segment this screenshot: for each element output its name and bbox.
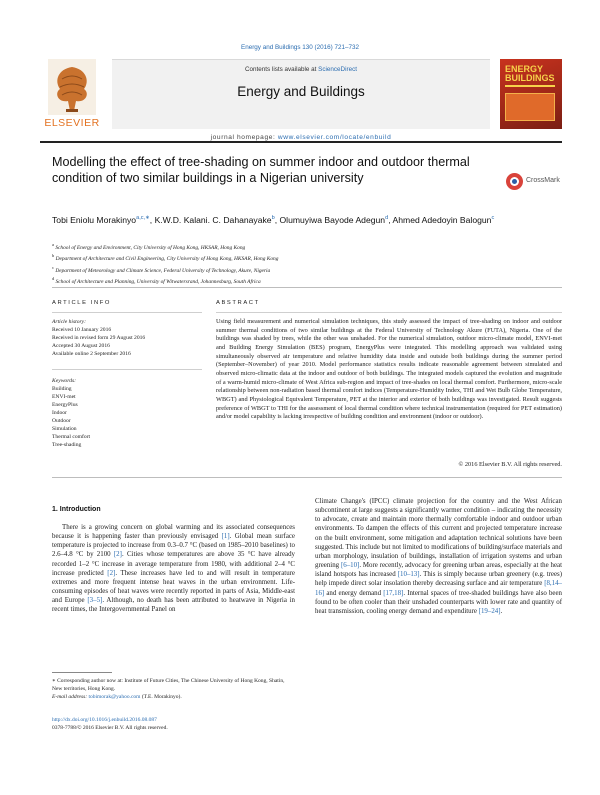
citation-link[interactable]: [19–24]: [478, 607, 501, 615]
corresponding-author-footnote: [52, 677, 295, 701]
affiliation-text: School of Architecture and Planning, University of Witwatersrand, Johannesburg, South Africa: [55, 278, 261, 285]
keywords-rule: [52, 369, 202, 370]
history-item: Received 10 January 2016: [52, 327, 112, 333]
author-name[interactable]: Tobi Eniolu Morakinyo: [52, 214, 137, 225]
affiliation-mark: b: [52, 253, 55, 259]
abstract-text: Using field measurement and numerical simulation techniques, this study assessed the impact of tree-shading on indoor and outdoor summer thermal conditions of two similar buildings at the Federal University of Technology Akure (FUTA), Nigeria. One of the buildings was shaded by trees, while the other was unshaded. For the numerical simulation, outdoor micro-climate model, ENVI-met and Building Energy Simulation (BES) program, EnergyPlus were integrated. This modelling approach was validated using simultaneously observed air temperature and relative humidity data inside and outside both buildings during the summer period (September–November) of year 2010. Model performance statistics results indicate reasonable agreement between simulated and observed micro-climatic data at the indoor and outdoor of both buildings. The integrated models captured the evolution and magnitude of a warm-humid micro-climate of West Africa sub-region and impact of tree-shades on local thermal comfort. Furthermore, micro-scale relationship between non-radiation based thermal comfort indices (Temperature-Humidity Index, THI and Wet Bulb Globe Temperature, WBGT) and Physiological Equivalent Temperature, PET at the interior and exterior of both buildings was investigated. Result suggests preference of WBGT to THI for the assessment of local thermal condition where technical instrumentation (required for PET estimation) and/or model capability is lacking irrespective of building condition and environment (indoor or outdoor).: [216, 318, 562, 421]
elsevier-logo[interactable]: [40, 59, 104, 129]
affiliation-item: [52, 275, 522, 286]
citation-link[interactable]: [8,14–16]: [315, 580, 562, 597]
footnote-rule: [52, 672, 112, 673]
email-link[interactable]: tobimorak@yahoo.com: [88, 694, 141, 700]
body-text-run: . Global mean surface temperature is projected to increase from 0.3–0.7 °C (based on 1985–2010 baselines) to 2.6–4.8 °C by 2100: [52, 533, 295, 559]
cover-divider: [505, 85, 555, 87]
intro-left-runs: [52, 524, 295, 613]
homepage-link[interactable]: www.elsevier.com/locate/enbuild: [277, 134, 392, 141]
article-info-heading: ARTICLE INFO: [52, 300, 112, 306]
elsevier-wordmark: ELSEVIER: [44, 117, 100, 129]
affiliation-text: Department of Architecture and Civil Engineering, City University of Hong Kong, HKSAR, Hong Kong: [55, 256, 279, 263]
body-rule: [52, 477, 562, 478]
intro-paragraph-right: [315, 497, 562, 616]
citation-link[interactable]: [17,18]: [383, 589, 404, 597]
citation-link[interactable]: [1]: [221, 533, 230, 541]
author-marks[interactable]: c: [491, 215, 495, 221]
article-title: Modelling the effect of tree-shading on summer indoor and outdoor thermal condition of two similar buildings in a Nigerian university: [52, 155, 470, 185]
intro-paragraph-left: [52, 523, 295, 615]
author-name[interactable]: Olumuyiwa Bayode Adegun: [279, 214, 386, 225]
affiliation-mark: d: [52, 276, 55, 282]
keyword-item: Building: [52, 386, 72, 392]
keyword-item: ENVI-met: [52, 394, 76, 400]
author-name[interactable]: K.W.D. Kalani. C. Dahanayake: [154, 214, 272, 225]
citation-link[interactable]: [10–13]: [397, 571, 420, 579]
body-column-right: [315, 497, 562, 616]
homepage-prefix: journal homepage:: [210, 134, 278, 141]
affiliation-item: [52, 252, 522, 263]
article-info-rule: [52, 312, 202, 313]
history-label: Article history:: [52, 319, 87, 325]
article-history: [52, 318, 202, 358]
masthead-rule: [40, 141, 562, 143]
keyword-item: Indoor: [52, 410, 67, 416]
keyword-item: Simulation: [52, 426, 77, 432]
journal-reference[interactable]: Energy and Buildings 130 (2016) 721–732: [241, 44, 359, 51]
citation-link[interactable]: [2]: [113, 551, 122, 559]
journal-cover-thumbnail[interactable]: [500, 59, 562, 129]
crossmark-label: CrossMark: [526, 177, 560, 184]
contents-line: [112, 66, 490, 73]
author-marks[interactable]: d: [385, 215, 389, 221]
citation-link[interactable]: [2]: [107, 569, 116, 577]
journal-title: Energy and Buildings: [237, 84, 365, 99]
body-text-run: Climate Change's (IPCC) climate projection for the country and the West African subcontinent at large suggests a significantly warmer condition – indicating the necessity to advocate, create and maintain more thermally comfortable indoor and outdoor urban environments. To dampen the effects of this current and projected temperature increase on the built environment, some mitigation and adaptation technical solutions have been suggested. This include but not limited to modifications of building/surface materials and urban morphology, insulation of buildings, installation of irrigation systems and urban greening: [315, 498, 562, 570]
body-text-run: and energy demand: [324, 589, 384, 597]
body-text-run: . More recently, advocacy for greening urban areas, especially at the heat island hotspots has increased: [315, 562, 562, 579]
abstract-rule: [216, 312, 562, 313]
author-name[interactable]: Ahmed Adedoyin Balogun: [392, 214, 492, 225]
author-list: [52, 212, 522, 227]
keyword-item: Tree-shading: [52, 442, 82, 448]
body-text-run: There is a growing concern on global warming and its associated consequences because it is happening faster than previously envisaged: [52, 524, 295, 541]
keyword-item: EnergyPlus: [52, 402, 78, 408]
crossmark-icon-ring: [510, 177, 519, 186]
keywords-list: [52, 377, 202, 449]
email-line: [52, 693, 295, 701]
author-marks[interactable]: b: [271, 215, 275, 221]
section-rule: [52, 287, 562, 288]
section-heading-introduction: 1. Introduction: [52, 506, 101, 513]
citation-link[interactable]: [6–10]: [340, 562, 360, 570]
email-suffix: (T.E. Morakinyo).: [140, 694, 182, 700]
doi-link[interactable]: http://dx.doi.org/10.1016/j.enbuild.2016.08.087: [52, 717, 157, 723]
contents-prefix: Contents lists available at: [244, 66, 319, 73]
abstract-heading: ABSTRACT: [216, 300, 260, 306]
author-separator: ,: [388, 214, 393, 225]
cover-picture: [505, 93, 555, 121]
keyword-item: Outdoor: [52, 418, 71, 424]
history-item: Accepted 30 August 2016: [52, 343, 110, 349]
citation-link[interactable]: [3–5]: [87, 597, 103, 605]
elsevier-tree-icon: [48, 59, 96, 115]
cover-title: ENERGY BUILDINGS: [505, 64, 555, 83]
affiliation-mark: a: [52, 242, 54, 247]
body-text-run: . These increases have led to and will result in temperature extremes and more frequent intense heat waves in the urban environment. Life-consuming episodes of heat waves were recently reported in parts of Asia, Middle-east and Europe: [52, 569, 295, 605]
body-column-left: [52, 506, 295, 615]
intro-right-runs: [315, 498, 562, 615]
body-text-run: . This is simply because urban greenery (e.g. trees) help impede direct solar insolation thereby decreasing surface and air temperature: [315, 571, 562, 588]
body-text-run: . Cities whose temperatures are above 35 °C have already recorded 1–2 °C increase in average temperature from 1980, with additional 2–4 °C increase predicted: [52, 551, 295, 577]
body-text-run: .: [500, 607, 503, 615]
issn-line: 0378-7788/© 2016 Elsevier B.V. All rights reserved.: [52, 725, 168, 731]
affiliation-mark: c: [52, 264, 54, 270]
keyword-item: Thermal comfort: [52, 434, 91, 440]
journal-homepage: [112, 134, 490, 141]
history-item: Received in revised form 29 August 2016: [52, 335, 146, 341]
crossmark-icon: [506, 173, 523, 190]
masthead-banner: [112, 59, 490, 141]
author-marks[interactable]: a,c,∗: [136, 215, 150, 221]
crossmark-badge[interactable]: [506, 172, 568, 192]
sciencedirect-link[interactable]: ScienceDirect: [318, 66, 357, 73]
body-text-run: . Although, no death has been attributed to heatwave in Nigeria in recent times, the Intergovernmental Panel on: [52, 597, 296, 614]
affiliation-item: [52, 241, 522, 252]
affiliation-list: [52, 241, 522, 287]
journal-masthead: [40, 55, 562, 141]
author-separator: ,: [149, 214, 155, 225]
email-label: E-mail address:: [52, 694, 89, 700]
author-separator: ,: [274, 214, 280, 225]
corresponding-note: ∗ Corresponding author now at: Institute of Future Cities, The Chinese University of Hong Kong, Shatin, New territories, Hong Kong.: [52, 678, 285, 692]
history-item: Available online 2 September 2016: [52, 351, 131, 357]
affiliation-text: Department of Meteorology and Climate Science, Federal University of Technology, Akure, Nigeria: [55, 267, 271, 274]
doi-block: [52, 716, 295, 732]
keywords-label: Keywords:: [52, 378, 77, 384]
affiliation-text: School of Energy and Environment, City University of Hong Kong, HKSAR, Hong Kong: [55, 244, 246, 251]
body-text-run: . Internal spaces of tree-shaded buildings have also been found to be often cooler than their unshaded counterparts with lower rate and quantity of heat transmission, cooling energy demand and expenditure: [315, 589, 562, 615]
affiliation-item: [52, 264, 522, 275]
crossmark-icon-dot: [512, 179, 517, 184]
abstract-copyright: © 2016 Elsevier B.V. All rights reserved.: [458, 461, 562, 468]
